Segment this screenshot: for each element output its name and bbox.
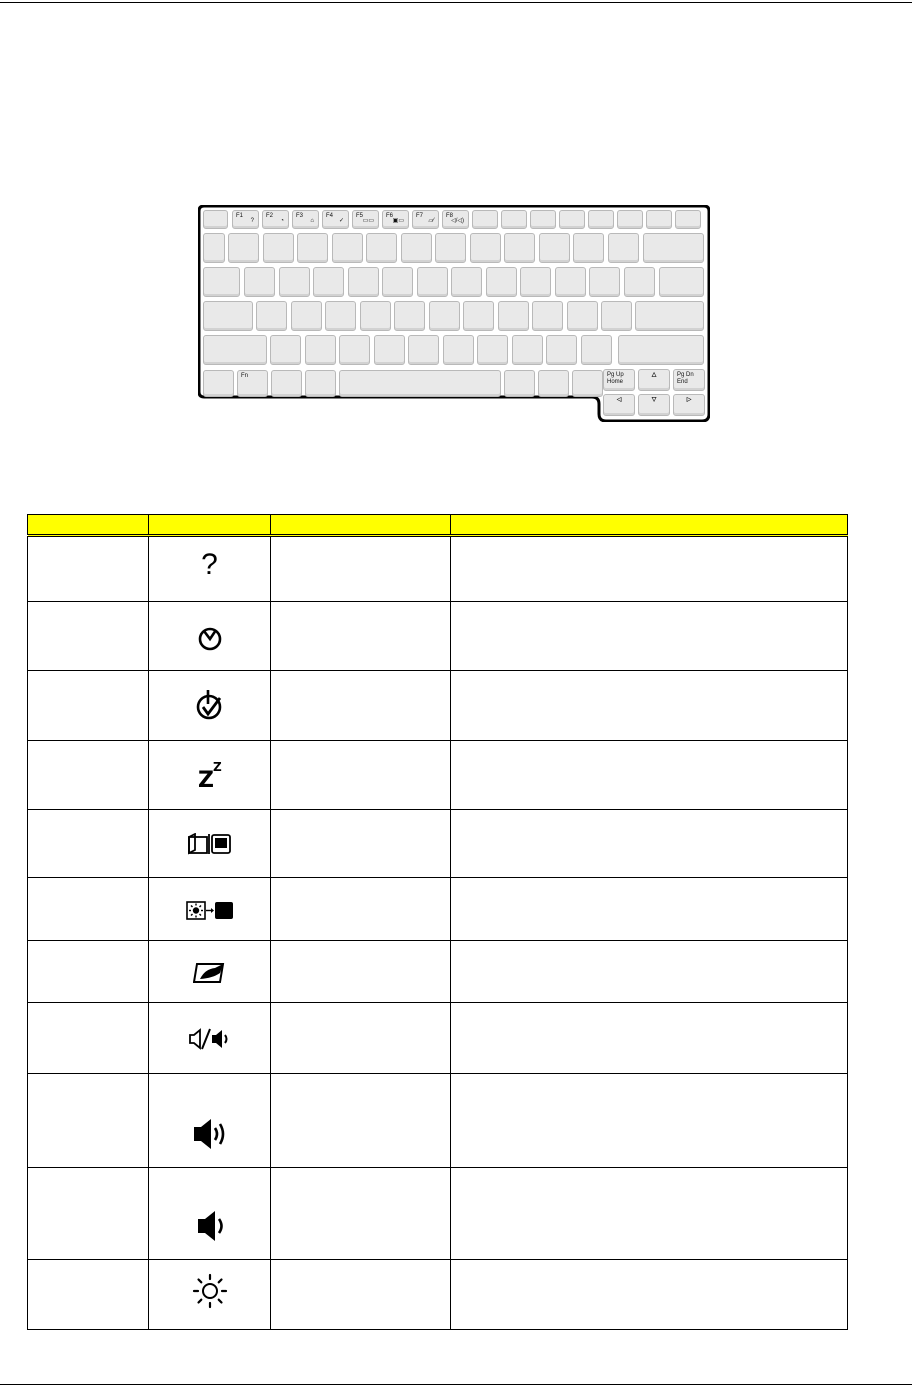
icon-cell [149,536,271,602]
hotkey-cell [28,941,149,1003]
key-number-3 [332,233,363,263]
hotkey-cell [28,1168,149,1260]
key-f6-label: F6 [386,213,394,219]
key-fn-extra-1 [501,210,527,229]
key-pgup [603,369,635,391]
header-hotkey [28,515,149,536]
key-enter [635,301,704,331]
key-letter-row4-8 [546,335,577,365]
description-cell [451,536,848,602]
key-f6 [382,210,409,229]
key-letter-row3-9 [567,301,598,331]
description-cell [451,810,848,878]
table-row [28,810,848,878]
key-up-glyph: △ [651,372,657,378]
key-alt-gr [504,370,535,397]
key-letter-row2-3 [348,267,379,297]
brightness-up-icon [149,1272,270,1310]
function-cell [271,1003,451,1074]
key-ctrl [203,370,234,397]
bottom-rule [0,1384,912,1385]
function-cell [271,1074,451,1168]
icon-cell [149,602,271,671]
key-f5 [352,210,379,229]
header-icon [149,515,271,536]
icon-cell [149,810,271,878]
function-cell [271,741,451,810]
key-down [638,394,670,416]
key-letter-row4-2 [339,335,370,365]
key-number-8 [504,233,535,263]
key-menu [538,370,569,397]
table-row [28,878,848,941]
header-function [271,515,451,536]
key-f8-sublabel: ◁/◁) [451,218,464,224]
key-f8-label: F8 [446,213,454,219]
hotkey-cell [28,1260,149,1330]
key-capslock [203,301,253,331]
key-f4-label: F4 [326,213,334,219]
hotkey-cell [28,810,149,878]
key-backtick [203,233,225,263]
description-cell [451,671,848,741]
key-f3-label: F3 [296,213,304,219]
key-letter-row4-1 [305,335,336,365]
key-fn-extra-4 [588,210,614,229]
key-left-shift [203,335,267,365]
keyboard-diagram [198,205,710,422]
key-f8 [442,210,469,229]
table-header-row [28,515,848,536]
key-letter-row2-5 [417,267,448,297]
key-right [673,394,705,416]
key-number-2 [297,233,328,263]
key-left [603,394,635,416]
table-row [28,1003,848,1074]
key-letter-row3-3 [360,301,391,331]
key-f4-sublabel: ✓ [338,218,344,224]
key-right-glyph: ▷ [686,397,692,403]
key-letter-row4-4 [408,335,439,365]
key-letter-row2-9 [555,267,586,297]
hotkey-table [27,514,848,1330]
hotkey-cell [28,671,149,741]
key-letter-row4-0 [270,335,301,365]
question-icon: ? [201,548,218,581]
key-number-1 [263,233,294,263]
key-pgdn-label: Pg Dn End [677,372,694,385]
key-letter-row4-6 [477,335,508,365]
key-f7 [412,210,439,229]
icon-cell [149,1074,271,1168]
key-f3-sublabel: ⌂ [310,218,314,224]
key-letter-row4-3 [374,335,405,365]
icon-cell [149,878,271,941]
key-letter-row4-5 [443,335,474,365]
table-row [28,1074,848,1168]
key-up [638,369,670,391]
description-cell [451,1260,848,1330]
hotkey-cell [28,536,149,602]
hotkey-cell [28,741,149,810]
function-cell [271,1168,451,1260]
key-f6-sublabel: ▣▭ [392,218,404,224]
key-number-7 [470,233,501,263]
sleep-icon [149,757,270,791]
key-number-4 [366,233,397,263]
icon-cell [149,1003,271,1074]
key-letter-row2-7 [486,267,517,297]
key-f7-sublabel: ▱⁄ [428,218,434,224]
function-cell [271,878,451,941]
svg-text:Z: Z [197,768,214,791]
display-toggle-icon [149,833,270,855]
description-cell [451,602,848,671]
key-letter-row2-8 [520,267,551,297]
key-alt [305,370,336,397]
key-f1-label: F1 [236,213,244,219]
key-number-11 [608,233,639,263]
description-cell [451,1168,848,1260]
volume-down-icon [149,1208,270,1244]
key-fn-extra-0 [472,210,498,229]
key-letter-row4-7 [512,335,543,365]
function-cell [271,941,451,1003]
key-backslash [659,267,704,297]
function-cell [271,671,451,741]
table-row [28,671,848,741]
key-letter-row2-10 [589,267,620,297]
key-f5-sublabel: ▭▭ [362,218,374,224]
description-cell [451,1003,848,1074]
key-f1 [232,210,259,229]
key-fn-extra-2 [530,210,556,229]
table-row [28,1260,848,1330]
key-letter-row3-10 [601,301,632,331]
screen-blank-icon [149,900,270,922]
key-letter-row2-4 [382,267,413,297]
icon-cell [149,1168,271,1260]
icon-cell [149,1260,271,1330]
key-fn-extra-3 [559,210,585,229]
description-cell [451,941,848,1003]
hotkey-cell [28,1074,149,1168]
icon-cell [149,941,271,1003]
power-manager-icon [149,624,270,652]
description-cell [451,1074,848,1168]
function-cell [271,602,451,671]
key-letter-row3-4 [394,301,425,331]
top-rule [0,2,912,3]
function-cell [271,536,451,602]
touchpad-toggle-icon [149,961,270,985]
key-ctrl-right [572,370,603,397]
table-row [28,602,848,671]
key-number-9 [539,233,570,263]
key-tab [203,267,240,297]
key-number-0 [228,233,259,263]
hotkey-cell [28,1003,149,1074]
key-letter-row3-5 [429,301,460,331]
key-letter-row2-6 [451,267,482,297]
key-fn-extra-6 [646,210,672,229]
table-row [28,941,848,1003]
key-letter-row3-7 [498,301,529,331]
key-f1-sublabel: ? [250,218,254,224]
key-fn-extra-7 [675,210,701,229]
function-cell [271,1260,451,1330]
volume-up-icon [149,1116,270,1152]
key-fn-label: Fn [241,373,249,379]
key-letter-row3-0 [256,301,287,331]
key-letter-row2-1 [279,267,310,297]
key-right-shift [618,335,704,365]
function-cell [271,810,451,878]
key-f7-label: F7 [416,213,424,219]
svg-text:Z: Z [212,760,222,774]
key-f2 [262,210,289,229]
key-f5-label: F5 [356,213,364,219]
key-f3 [292,210,319,229]
key-down-glyph: ▽ [651,397,657,403]
key-number-5 [401,233,432,263]
key-backspace [643,233,704,263]
key-fn [237,370,268,397]
icon-cell [149,741,271,810]
key-f4 [322,210,349,229]
key-number-10 [573,233,604,263]
key-left-glyph: ◁ [616,397,622,403]
key-letter-row3-6 [463,301,494,331]
key-fn-extra-5 [617,210,643,229]
key-pgdn [673,369,705,391]
key-letter-row3-8 [532,301,563,331]
key-pgup-label: Pg Up Home [607,372,624,385]
key-letter-row2-2 [313,267,344,297]
description-cell [451,741,848,810]
key-letter-row3-1 [291,301,322,331]
table-row [28,741,848,810]
table-row [28,1168,848,1260]
header-description [451,515,848,536]
key-windows [271,370,302,397]
key-number-6 [435,233,466,263]
key-letter-row4-9 [581,335,612,365]
hotkey-cell [28,602,149,671]
key-letter-row2-0 [244,267,275,297]
key-space [339,370,501,397]
hotkey-cell [28,878,149,941]
description-cell [451,878,848,941]
icon-cell [149,671,271,741]
key-letter-row2-11 [624,267,655,297]
speaker-toggle-icon [149,1027,270,1051]
key-f2-label: F2 [266,213,274,219]
key-letter-row3-2 [325,301,356,331]
system-check-icon [149,688,270,722]
key-esc [203,210,228,229]
key-f2-sublabel: ◔ [280,218,284,224]
table-row [28,536,848,602]
